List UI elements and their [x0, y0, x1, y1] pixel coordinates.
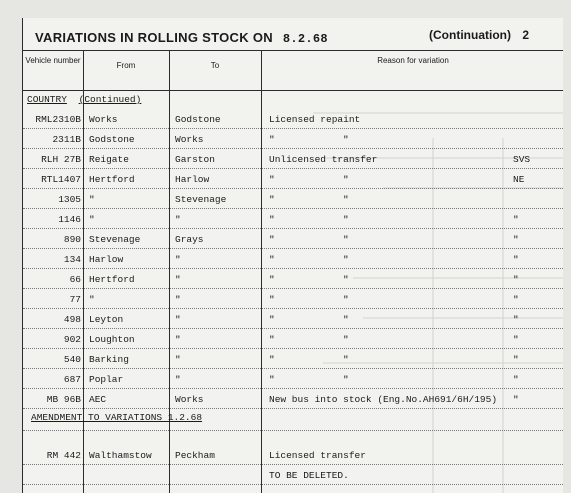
header-to: To: [210, 61, 220, 70]
reason-ditto-cell: ": [343, 314, 349, 325]
amendment-heading: [31, 412, 202, 423]
vehicle-number-cell: 1305: [58, 194, 81, 205]
code-cell: ": [513, 314, 519, 325]
header-vehicle-number: Vehicle number: [25, 56, 81, 65]
reason-ditto-cell: ": [343, 254, 349, 265]
from-cell: Barking: [89, 354, 129, 365]
from-cell: Works: [89, 114, 118, 125]
reason-ditto-cell: ": [343, 234, 349, 245]
header-top-rule: [23, 50, 563, 51]
to-cell: Works: [175, 394, 204, 405]
reason-cell: ": [269, 234, 275, 245]
table-row: [23, 310, 563, 329]
to-cell: Peckham: [175, 450, 215, 461]
from-cell: Stevenage: [89, 234, 141, 245]
reason-cell: ": [269, 374, 275, 385]
table-row: [23, 150, 563, 169]
document-title: [35, 30, 328, 46]
continuation-text: (Continuation): [429, 28, 511, 42]
amendment-title: AMENDMENT TO VARIATIONS 1.2.68: [31, 412, 203, 423]
reason-ditto-cell: ": [343, 274, 349, 285]
to-cell: ": [175, 214, 181, 225]
section-country-continued: (Continued): [78, 94, 142, 105]
table-row: [23, 466, 563, 485]
vehicle-number-cell: 890: [63, 234, 81, 245]
from-cell: Walthamstow: [89, 450, 152, 461]
reason-ditto-cell: ": [343, 334, 349, 345]
to-cell: Grays: [175, 234, 204, 245]
vehicle-number-cell: 66: [69, 274, 81, 285]
table-row: [23, 250, 563, 269]
vehicle-number-cell: RTL1407: [41, 174, 81, 185]
reason-cell: ": [269, 134, 275, 145]
table-row: [23, 230, 563, 249]
reason-ditto-cell: ": [343, 294, 349, 305]
code-cell: SVS: [513, 154, 531, 165]
code-cell: ": [513, 394, 519, 405]
table-row: [23, 190, 563, 209]
to-cell: ": [175, 334, 181, 345]
from-cell: AEC: [89, 394, 107, 405]
code-cell: ": [513, 214, 519, 225]
table-row: [23, 210, 563, 229]
vehicle-number-cell: RML2310B: [35, 114, 81, 125]
table-row: [23, 446, 563, 465]
from-cell: Loughton: [89, 334, 135, 345]
code-cell: NE: [513, 174, 525, 185]
title-date: 8.2.68: [282, 32, 328, 46]
from-cell: ": [89, 194, 95, 205]
reason-ditto-cell: ": [343, 134, 349, 145]
code-cell: ": [513, 234, 519, 245]
reason-cell: TO BE DELETED.: [269, 470, 349, 481]
reason-cell: ": [269, 174, 275, 185]
code-cell: ": [513, 254, 519, 265]
reason-cell: New bus into stock (Eng.No.AH691/6H/195): [269, 394, 498, 405]
reason-ditto-cell: ": [343, 354, 349, 365]
table-row: [23, 330, 563, 349]
code-cell: ": [513, 354, 519, 365]
reason-ditto-cell: ": [343, 214, 349, 225]
to-cell: Godstone: [175, 114, 221, 125]
from-cell: Poplar: [89, 374, 124, 385]
reason-cell: ": [269, 214, 275, 225]
reason-cell: ": [269, 354, 275, 365]
document-sheet: [22, 18, 563, 493]
reason-cell: ": [269, 254, 275, 265]
to-cell: ": [175, 274, 181, 285]
table-row: [23, 390, 563, 409]
reason-cell: Licensed transfer: [269, 450, 366, 461]
vehicle-number-cell: RLH 27B: [41, 154, 81, 165]
to-cell: ": [175, 294, 181, 305]
table-row: [23, 170, 563, 189]
code-cell: ": [513, 334, 519, 345]
reason-ditto-cell: ": [343, 374, 349, 385]
to-cell: Harlow: [175, 174, 210, 185]
section-country-label: COUNTRY: [27, 94, 67, 105]
amendment-rule: [23, 430, 563, 431]
code-cell: ": [513, 374, 519, 385]
reason-cell: ": [269, 274, 275, 285]
table-row: [23, 130, 563, 149]
to-cell: Garston: [175, 154, 215, 165]
continuation-label: [429, 28, 529, 42]
from-cell: ": [89, 214, 95, 225]
page-number: 2: [522, 28, 530, 42]
from-cell: Harlow: [89, 254, 124, 265]
from-cell: Godstone: [89, 134, 135, 145]
table-row: [23, 270, 563, 289]
from-cell: Hertford: [89, 174, 135, 185]
title-text: VARIATIONS IN ROLLING STOCK ON: [35, 30, 273, 45]
reason-cell: ": [269, 334, 275, 345]
vehicle-number-cell: RM 442: [46, 450, 81, 461]
to-cell: ": [175, 254, 181, 265]
reason-cell: ": [269, 314, 275, 325]
from-cell: Leyton: [89, 314, 124, 325]
table-row: [23, 110, 563, 129]
table-row: [23, 290, 563, 309]
reason-cell: ": [269, 194, 275, 205]
vehicle-number-cell: 77: [69, 294, 81, 305]
vehicle-number-cell: 1146: [58, 214, 81, 225]
reason-cell: Unlicensed transfer: [269, 154, 378, 165]
vehicle-number-cell: 902: [63, 334, 81, 345]
header-reason: Reason for variation: [377, 56, 449, 65]
vehicle-number-cell: 498: [63, 314, 81, 325]
reason-ditto-cell: ": [343, 174, 349, 185]
header-from: From: [116, 61, 136, 70]
reason-ditto-cell: ": [343, 194, 349, 205]
to-cell: ": [175, 314, 181, 325]
reason-cell: ": [269, 294, 275, 305]
to-cell: ": [175, 354, 181, 365]
code-cell: ": [513, 294, 519, 305]
reason-cell: Licensed repaint: [269, 114, 361, 125]
from-cell: Hertford: [89, 274, 135, 285]
code-cell: ": [513, 274, 519, 285]
vehicle-number-cell: 687: [63, 374, 81, 385]
vehicle-number-cell: MB 96B: [46, 394, 81, 405]
vehicle-number-cell: 134: [63, 254, 81, 265]
from-cell: Reigate: [89, 154, 129, 165]
from-cell: ": [89, 294, 95, 305]
section-country: [27, 94, 141, 105]
to-cell: Works: [175, 134, 204, 145]
to-cell: ": [175, 374, 181, 385]
table-row: [23, 370, 563, 389]
table-row: [23, 350, 563, 369]
vehicle-number-cell: 2311B: [52, 134, 81, 145]
vehicle-number-cell: 540: [63, 354, 81, 365]
to-cell: Stevenage: [175, 194, 227, 205]
